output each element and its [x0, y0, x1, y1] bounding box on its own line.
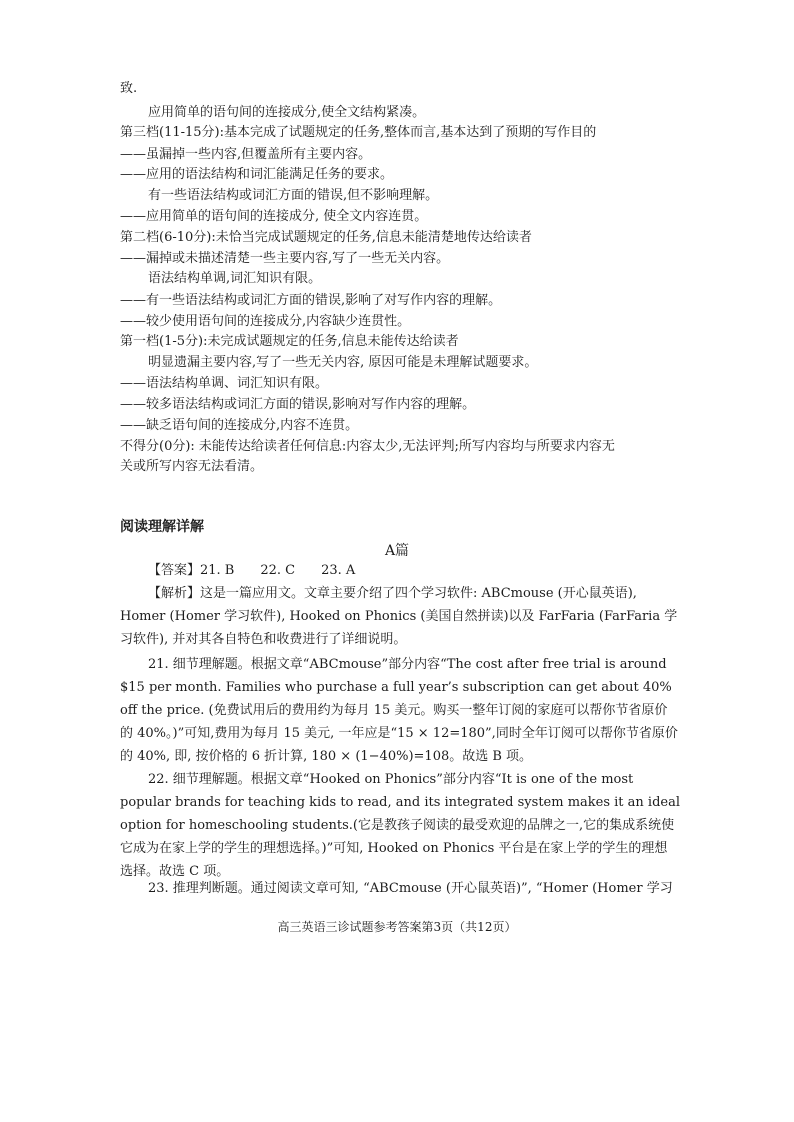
- rubric-line-16: ——较多语法结构或词汇方面的错误,影响对写作内容的理解。: [120, 397, 476, 412]
- rubric-line-12: ——较少使用语句间的连接成分,内容缺少连贯性。: [120, 314, 411, 329]
- rubric-line-13: 第一档(1-5分):未完成试题规定的任务,信息未能传达给读者: [120, 334, 459, 349]
- rubric-line-1: 致.: [120, 81, 138, 96]
- analysis-paragraph: 【解析】这是一篇应用文。文章主要介绍了四个学习软件: ABCmouse (开心鼠英语), Homer (Homer 学习软件), Hooked on Phonics (美国自然拼读)以及 FarFaria (FarFaria 学习软件), 并对其各自特色和收费进行了详细说明。: [120, 586, 678, 647]
- rubric-line-10: 语法结构单调,词汇知识有限。: [148, 271, 322, 286]
- answer-key: 【答案】21. B 22. C 23. A: [148, 563, 356, 578]
- rubric-line-14: 明显遗漏主要内容,写了一些无关内容, 原因可能是未理解试题要求。: [148, 355, 538, 370]
- rubric-line-18: 不得分(0分): 未能传达给读者任何信息:内容太少,无法评判;所写内容均与所要求内容无: [120, 439, 615, 454]
- rubric-line-4: ——虽漏掉一些内容,但覆盖所有主要内容。: [120, 147, 372, 162]
- rubric-line-7: ——应用简单的语句间的连接成分, 使全文内容连贯。: [120, 209, 428, 224]
- question-21-explanation: 21. 细节理解题。根据文章“ABCmouse”部分内容“The cost after free trial is around $15 per month. Families who purchase a full year’s subscription can get about 40% off the price. (免费试用后的费用约为每月 15 美元。购买一整年订阅的家庭可以帮你节省原价的 40%。)”可知,费用为每月 15 美元, 一年应是“15 × 12=180”,同时全年订阅可以帮你节省原价的 40%, 即, 按价格的 6 折计算, 180 × (1−40%)=108。故选 B 项。: [120, 657, 678, 764]
- rubric-line-5: ——应用的语法结构和词汇能满足任务的要求。: [120, 167, 394, 182]
- rubric-line-8: 第二档(6-10分):未恰当完成试题规定的任务,信息未能清楚地传达给读者: [120, 230, 532, 245]
- page-footer: 高三英语三诊试题参考答案第3页（共12页）: [277, 920, 517, 934]
- rubric-line-3: 第三档(11-15分):基本完成了试题规定的任务,整体而言,基本达到了预期的写作目的: [120, 125, 597, 140]
- rubric-line-2: 应用简单的语句间的连接成分,使全文结构紧凑。: [148, 105, 426, 120]
- question-22-explanation: 22. 细节理解题。根据文章“Hooked on Phonics”部分内容“It is one of the most popular brands for teaching kids to read, and its integrated system makes it an ideal option for homeschooling students.(它是教孩子阅读的最受欢迎的品牌之一,它的集成系统使它成为在家上学的学生的理想选择。)”可知, Hooked on Phonics 平台是在家上学的学生的理想选择。故选 C 项。: [120, 772, 680, 879]
- passage-title: A篇: [384, 543, 410, 559]
- rubric-line-17: ——缺乏语句间的连接成分,内容不连贯。: [120, 418, 359, 433]
- rubric-line-11: ——有一些语法结构或词汇方面的错误,影响了对写作内容的理解。: [120, 293, 502, 308]
- question-23-explanation: 23. 推理判断题。通过阅读文章可知, “ABCmouse (开心鼠英语)”, “Homer (Homer 学习: [148, 881, 673, 896]
- rubric-line-19: 关或所写内容无法看清。: [120, 459, 264, 474]
- rubric-line-9: ——漏掉或未描述清楚一些主要内容,写了一些无关内容。: [120, 251, 450, 266]
- rubric-line-6: 有一些语法结构或词汇方面的错误,但不影响理解。: [148, 188, 439, 203]
- rubric-line-15: ——语法结构单调、词汇知识有限。: [120, 376, 329, 391]
- section-heading: 阅读理解详解: [120, 519, 204, 535]
